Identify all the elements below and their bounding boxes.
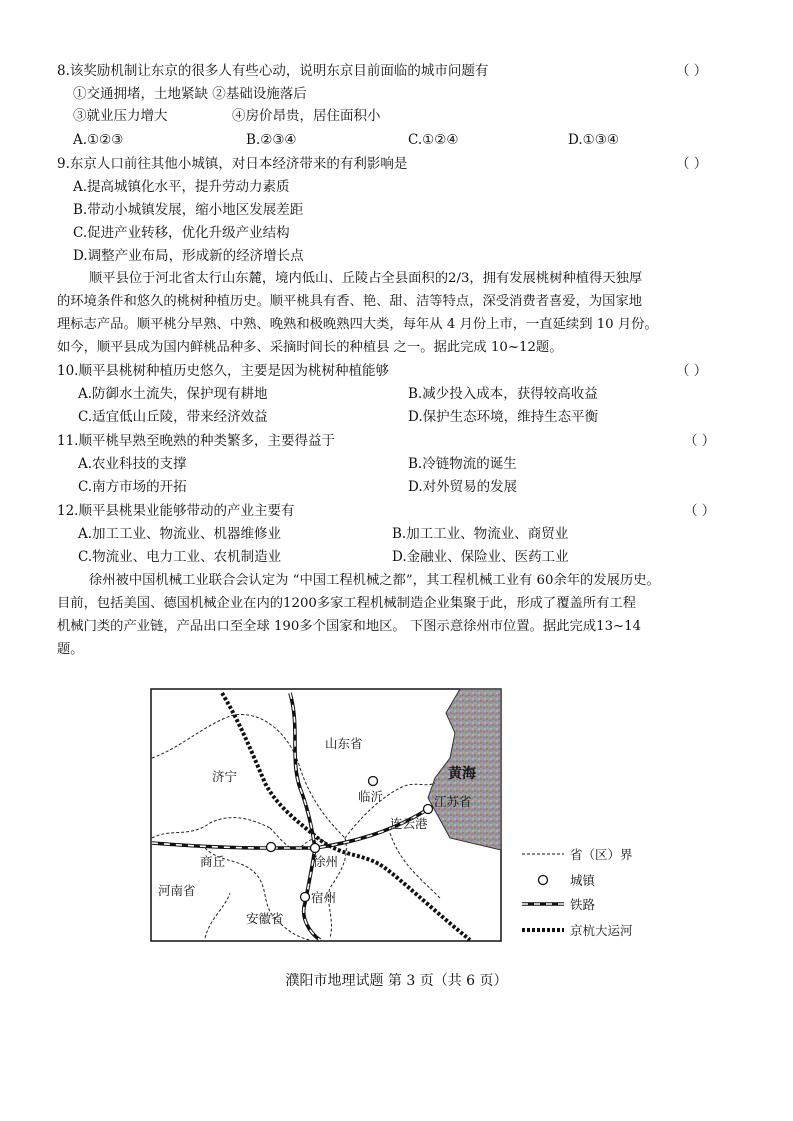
q11-option-a: A.农业科技的支撑: [78, 456, 187, 472]
q9-answer-bracket: （ ）: [676, 156, 708, 172]
q9-option-c: C.促进产业转移，优化升级产业结构: [73, 225, 290, 241]
linyi-marker: [369, 777, 378, 786]
q11-option-d: D.对外贸易的发展: [408, 479, 518, 495]
q12-option-d: D.金融业、保险业、医药工业: [392, 549, 569, 565]
label-shangqiu: 商丘: [200, 854, 226, 869]
shangqiu-marker: [267, 843, 276, 852]
railway-line-icon: [522, 899, 564, 909]
q8-statement-3: ③就业压力增大: [73, 108, 168, 124]
q12-option-b: B.加工工业、物流业、商贸业: [392, 526, 569, 542]
dashed-line-icon: [522, 849, 564, 859]
q10-option-b: B.减少投入成本，获得较高收益: [408, 386, 598, 402]
passage1-line-4: 如今，顺平县成为国内鲜桃品种多、采摘时间长的种植县 之一。据此完成 10~12题。: [57, 340, 563, 355]
legend-label-canal: 京杭大运河: [570, 923, 633, 938]
suzhou-marker: [301, 893, 310, 902]
canal-line-icon: [522, 925, 564, 935]
label-lianyungang: 连云港: [390, 816, 428, 831]
circle-marker-icon: [522, 874, 564, 886]
legend-grand-canal: [522, 920, 633, 940]
q8-choice-a: A.①②③: [73, 132, 124, 148]
q10-option-d: D.保护生态环境，维持生态平衡: [408, 409, 599, 425]
q8-answer-bracket: （ ）: [676, 63, 708, 79]
label-linyi: 临沂: [358, 789, 384, 804]
xuzhou-marker: [311, 844, 320, 853]
q8-stem: 8.该奖励机制让东京的很多人有些心动，说明东京目前面临的城市问题有: [57, 63, 489, 79]
legend-province-boundary: [522, 844, 633, 864]
q8-choice-d: D.①③④: [568, 132, 619, 148]
q11-answer-bracket: （ ）: [684, 433, 716, 449]
q10-option-a: A.防御水土流失，保护现有耕地: [78, 386, 268, 402]
passage2-line-2: 目前，包括美国、德国机械企业在内的1200多家工程机械制造企业集聚于此，形成了覆盖所有工程: [57, 596, 637, 611]
label-xuzhou: 徐州: [313, 854, 339, 869]
legend-label-town: 城镇: [570, 873, 596, 888]
passage2-line-3: 机械门类的产业链，产品出口至全球 190多个国家和地区。 下图示意徐州市位置。据此完成13~14: [57, 619, 642, 634]
q9-option-b: B.带动小城镇发展，缩小地区发展差距: [73, 202, 304, 218]
label-suzhou: 宿州: [311, 890, 337, 905]
q10-stem: 10.顺平县桃树种植历史悠久，主要是因为桃树种植能够: [57, 363, 389, 379]
q9-option-a: A.提高城镇化水平，提升劳动力素质: [73, 179, 290, 195]
q8-choice-b: B.②③④: [246, 132, 297, 148]
lianyungang-marker: [424, 805, 433, 814]
q11-option-b: B.冷链物流的诞生: [408, 456, 517, 472]
q9-option-d: D.调整产业布局，形成新的经济增长点: [73, 248, 304, 264]
label-jiangsu: 江苏省: [434, 794, 472, 809]
legend-town: [522, 870, 595, 890]
q8-statement-4: ④房价昂贵，居住面积小: [232, 108, 381, 124]
passage1-line-2: 的环境条件和悠久的桃树种植历史。顺平桃具有香、艳、甜、洁等特点，深受消费者喜爱，为国家地: [57, 294, 643, 309]
passage2-line-1: 徐州被中国机械工业联合会认定为 “中国工程机械之都”，其工程机械工业有 60余年的发展历史。: [89, 573, 660, 588]
q9-stem: 9.东京人口前往其他小城镇，对日本经济带来的有利影响是: [57, 156, 408, 172]
q12-option-a: A.加工工业、物流业、机器维修业: [78, 526, 282, 542]
label-henan: 河南省: [158, 883, 196, 898]
label-anhui: 安徽省: [246, 911, 284, 926]
page-footer: 濮阳市地理试题 第 3 页（共 6 页）: [285, 973, 508, 989]
passage1-line-1: 顺平县位于河北省太行山东麓，境内低山、丘陵占全县面积的2/3，拥有发展桃树种植得天独厚: [89, 271, 643, 286]
q12-option-c: C.物流业、电力工业、农机制造业: [78, 549, 282, 565]
q8-choice-c: C.①②④: [408, 132, 459, 148]
q8-statement-row-1: ①交通拥堵，土地紧缺 ②基础设施落后: [73, 86, 307, 102]
label-jining: 济宁: [212, 769, 238, 784]
legend-label-boundary: 省（区）界: [570, 847, 633, 862]
label-shandong: 山东省: [325, 736, 363, 751]
label-yellow-sea: 黄海: [448, 766, 476, 782]
q12-stem: 12.顺平县桃果业能够带动的产业主要有: [57, 503, 295, 519]
q11-stem: 11.顺平桃早熟至晚熟的种类繁多，主要得益于: [57, 433, 335, 449]
xuzhou-location-map: [150, 688, 502, 942]
q12-answer-bracket: （ ）: [684, 503, 716, 519]
legend-railway: [522, 894, 595, 914]
passage1-line-3: 理标志产品。顺平桃分早熟、中熟、晚熟和极晚熟四大类，每年从 4 月份上市，一直延续到 10 月份。: [57, 317, 658, 332]
passage2-line-4: 题。: [57, 642, 84, 657]
q11-option-c: C.南方市场的开拓: [78, 479, 187, 495]
legend-label-railway: 铁路: [570, 897, 596, 912]
q10-option-c: C.适宜低山丘陵，带来经济效益: [78, 409, 268, 425]
q10-answer-bracket: （ ）: [676, 363, 708, 379]
